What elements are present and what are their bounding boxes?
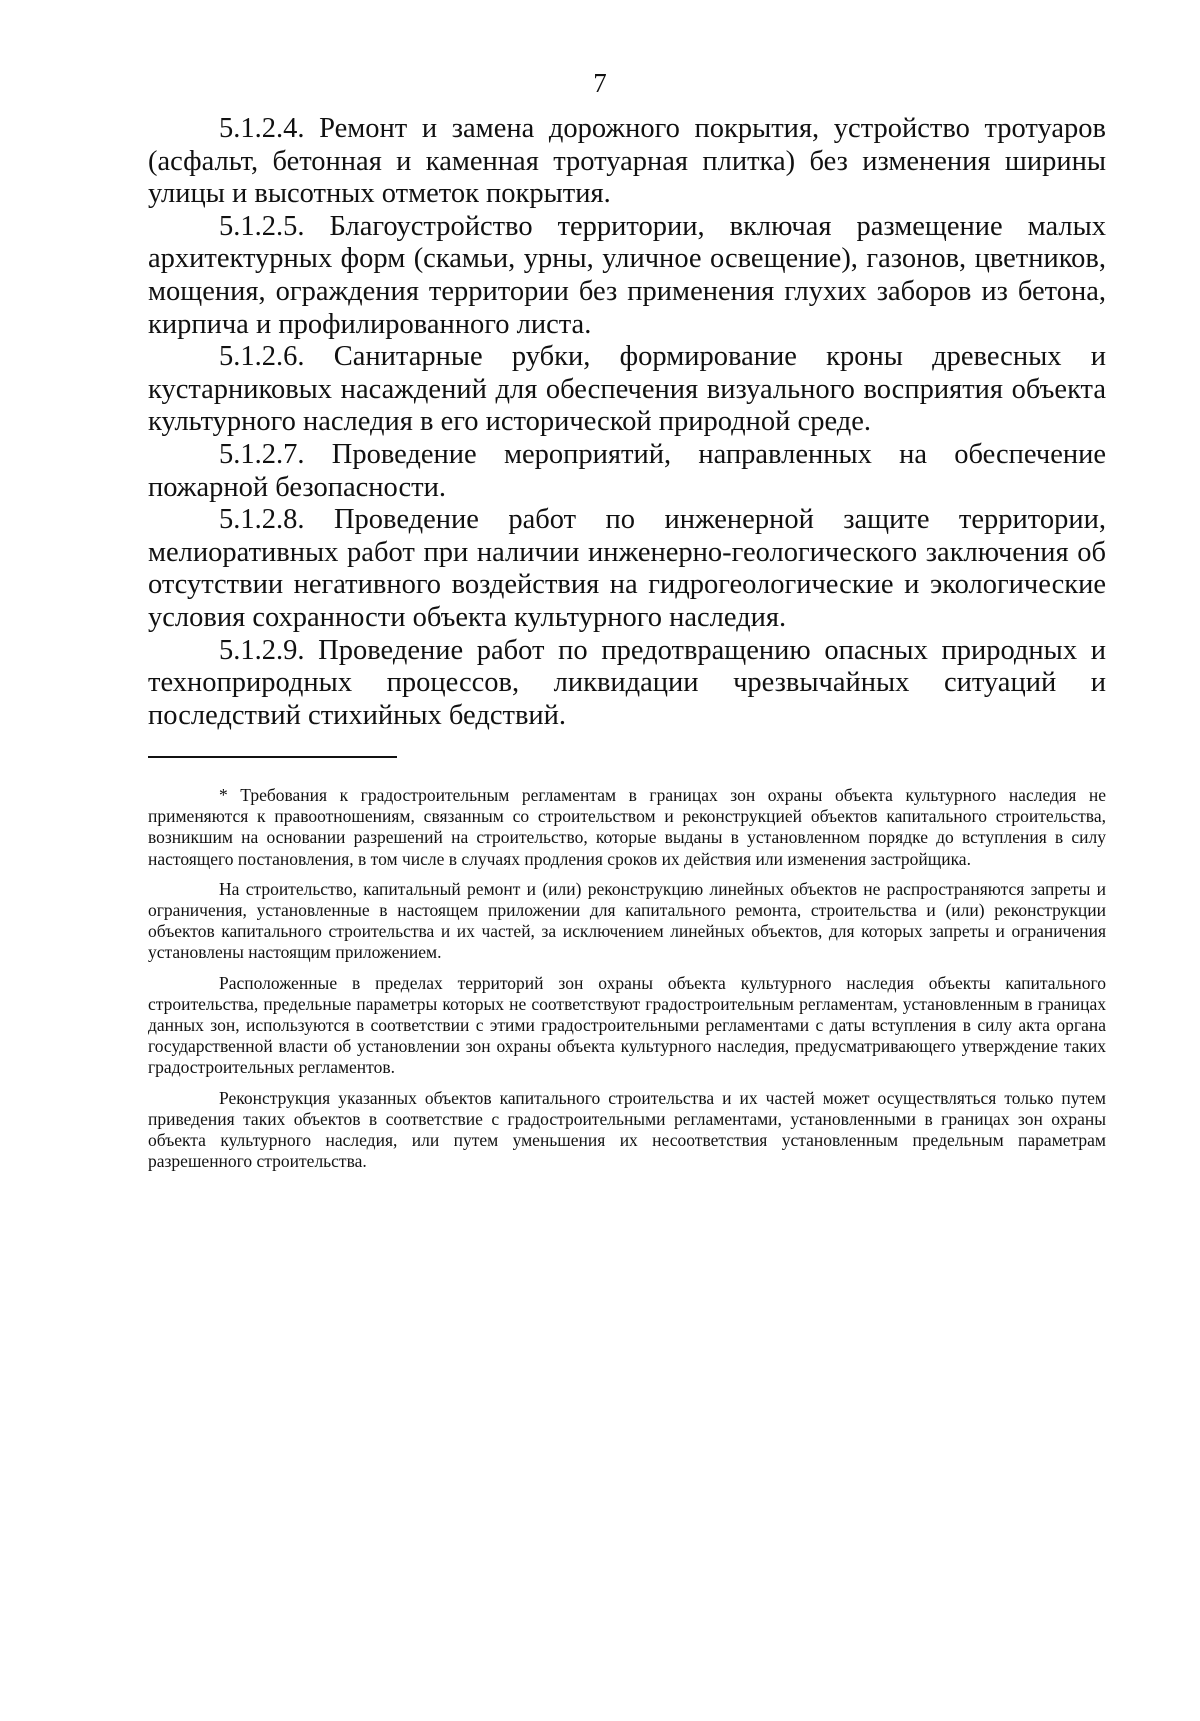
footnote-paragraph: На строительство, капитальный ремонт и (или) реконструкцию линейных объектов не распространяются запреты и ограничения, установленные в настоящем приложении для капитального ремонта, строительства и (или) реконструкции объектов капитального строительства и их частей, за исключением линейных объектов, для которых запреты и ограничения установлены настоящим приложением. <box>148 878 1106 963</box>
footnote-divider <box>148 756 397 758</box>
page-number: 7 <box>593 68 607 98</box>
paragraph-5-1-2-5: 5.1.2.5. Благоустройство территории, включая размещение малых архитектурных форм (скамьи, урны, уличное освещение), газонов, цветников, мощения, ограждения территории без применения глухих заборов из бетона, кирпича и профилированного листа. <box>148 210 1106 340</box>
paragraph-5-1-2-9: 5.1.2.9. Проведение работ по предотвращению опасных природных и технoприродных процессов, ликвидации чрезвычайных ситуаций и последствий стихийных бедствий. <box>148 634 1106 731</box>
paragraph-5-1-2-7: 5.1.2.7. Проведение мероприятий, направленных на обеспечение пожарной безопасности. <box>148 438 1106 503</box>
footnote-paragraph: * Требования к градостроительным регламентам в границах зон охраны объекта культурного наследия не применяются к правоотношениям, связанным со строительством и реконструкцией объектов капитального строительства, возникшим на основании разрешений на строительство, которые выданы в установленном порядке до вступления в силу настоящего постановления, в том числе в случаях продления сроков их действия или изменения застройщика. <box>148 785 1106 869</box>
paragraph-5-1-2-6: 5.1.2.6. Санитарные рубки, формирование кроны древесных и кустарниковых насаждений для обеспечения визуального восприятия объекта культурного наследия в его исторической природной среде. <box>148 341 1106 438</box>
paragraph-5-1-2-8: 5.1.2.8. Проведение работ по инженерной защите территории, мелиоративных работ при наличии инженерно-геологического заключения об отсутствии негативного воздействия на гидрогеологические и экологические условия сохранности объекта культурного наследия. <box>148 504 1106 633</box>
footnote-paragraph: Расположенные в пределах территорий зон охраны объекта культурного наследия объекты капитального строительства, предельные параметры которых не соответствуют градостроительным регламентам, установленным в границах данных зон, используются в соответствии с этими градостроительными регламентами с даты вступления в силу акта органа государственной власти об установлении зон охраны объекта культурного наследия, предусматривающего утверждение таких градостроительных регламентов. <box>148 972 1106 1078</box>
paragraph-5-1-2-4: 5.1.2.4. Ремонт и замена дорожного покрытия, устройство тротуаров (асфальт, бетонная и каменная тротуарная плитка) без изменения ширины улицы и высотных отметок покрытия. <box>148 113 1106 210</box>
footnote-paragraph: Реконструкция указанных объектов капитального строительства и их частей может осуществляться только путем приведения таких объектов в соответствие с градостроительными регламентами, установленными в границах зон охраны объекта культурного наследия, или путем уменьшения их несоответствия установленным предельным параметрам разрешенного строительства. <box>148 1087 1106 1172</box>
footnotes <box>148 785 1106 1181</box>
main-text <box>148 113 1106 732</box>
